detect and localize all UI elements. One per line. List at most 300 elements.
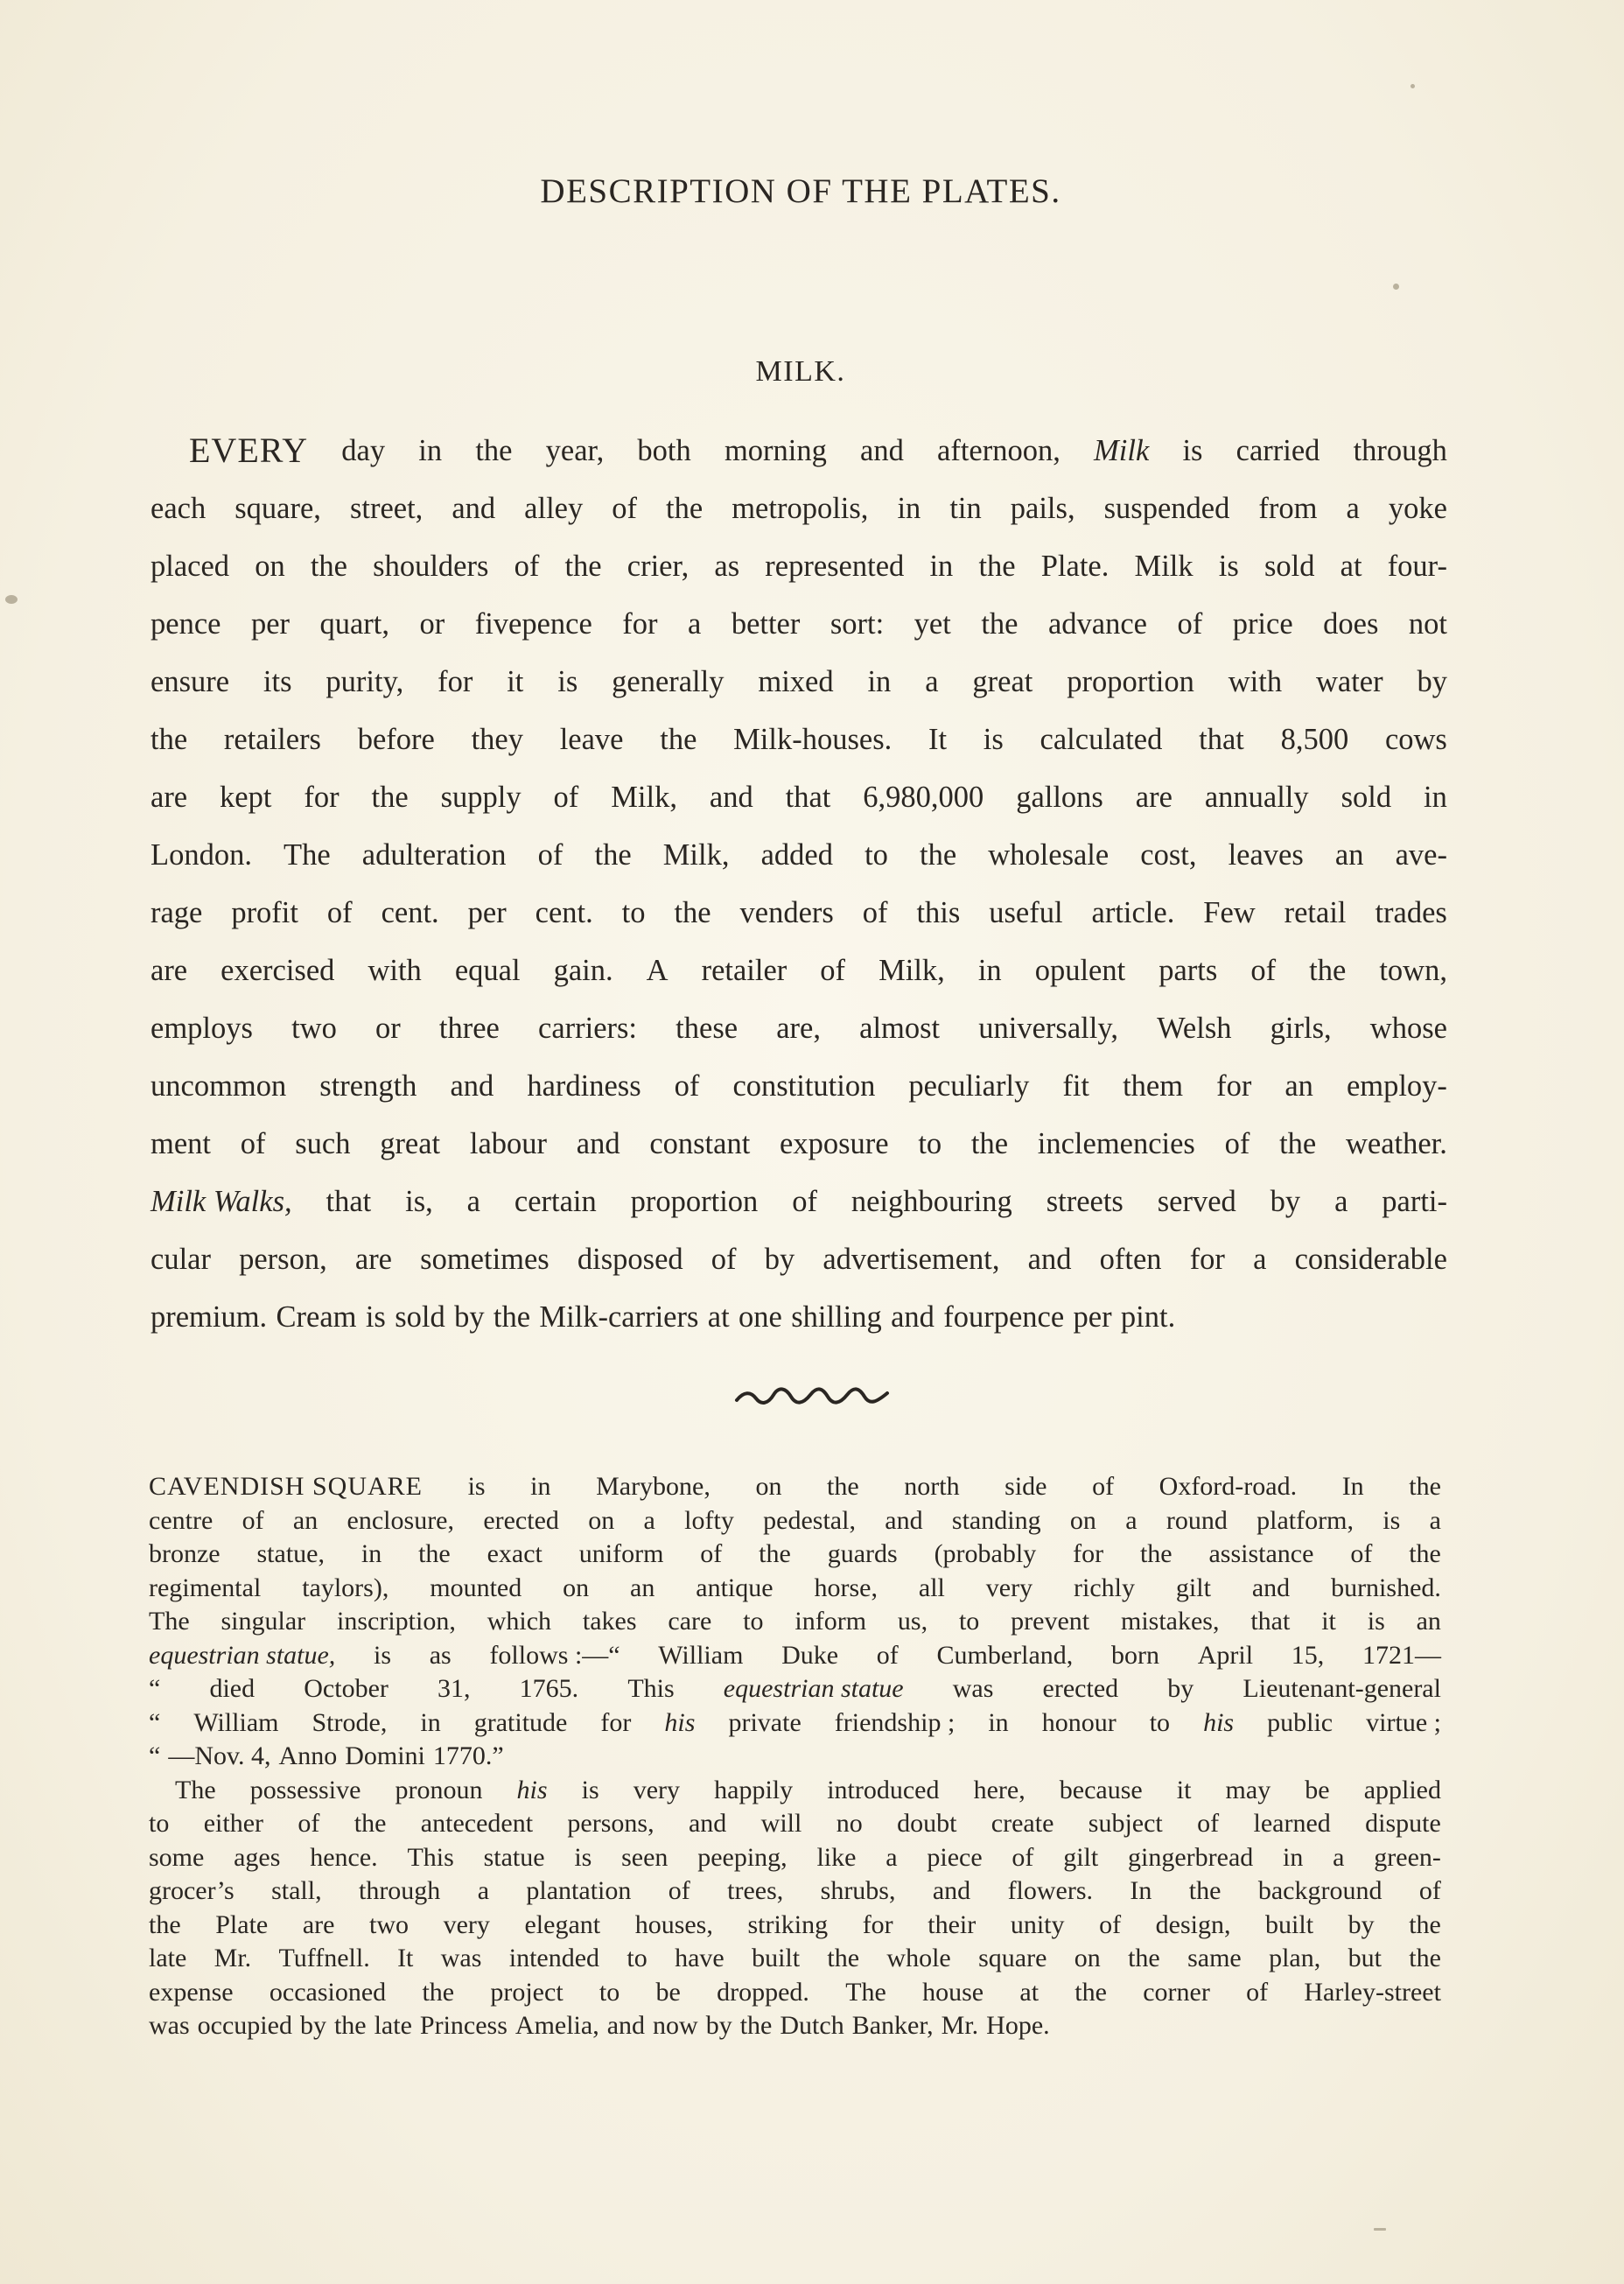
- word: and: [450, 1069, 494, 1103]
- word: of: [240, 1127, 266, 1160]
- word: girls,: [1270, 1012, 1332, 1045]
- text-line: [150, 1288, 1447, 1346]
- word: two: [291, 1012, 337, 1045]
- word: mixed: [758, 665, 834, 698]
- text-line: [150, 1230, 1447, 1288]
- word: of: [700, 1539, 723, 1568]
- word: parti-: [1382, 1185, 1447, 1218]
- word: by: [454, 1300, 485, 1334]
- word: the: [1279, 1127, 1317, 1160]
- word: of: [1177, 607, 1203, 641]
- word: sort:: [830, 607, 885, 641]
- word: the: [1409, 1909, 1441, 1939]
- word: and: [1027, 1243, 1072, 1276]
- word: price: [1232, 607, 1293, 641]
- word: built: [752, 1944, 801, 1972]
- word: 6,980,000: [863, 781, 984, 814]
- word: and: [891, 1300, 934, 1334]
- word: peculiarly: [908, 1069, 1030, 1103]
- word: per: [250, 607, 290, 641]
- word: 1765.: [519, 1674, 579, 1703]
- word: Dutch: [780, 2011, 844, 2040]
- word: hardiness: [527, 1069, 641, 1103]
- word: uniform: [578, 1539, 664, 1568]
- word: the: [475, 434, 513, 467]
- word: Anno: [278, 1741, 338, 1770]
- word: adulteration: [361, 838, 507, 872]
- word: that: [785, 781, 831, 814]
- word: cost,: [1140, 838, 1197, 872]
- text-line: [149, 1740, 1441, 1774]
- text-line: [149, 1672, 1441, 1706]
- word: employs: [150, 1012, 253, 1045]
- word: and: [885, 1505, 923, 1535]
- word: ensure: [150, 665, 230, 698]
- word: pence: [150, 607, 221, 641]
- word: a: [1429, 1505, 1441, 1535]
- word: Milk: [1094, 434, 1150, 467]
- word: In: [1341, 1472, 1364, 1501]
- word: late: [149, 1944, 187, 1972]
- word: cent.: [381, 896, 439, 929]
- word: in: [988, 1707, 1009, 1737]
- word: carried: [1236, 434, 1320, 467]
- text-line: [149, 1942, 1441, 1976]
- word: Milk,: [611, 781, 677, 814]
- word: The: [175, 1775, 216, 1804]
- word: Lieutenant-general: [1242, 1674, 1441, 1703]
- word: the: [666, 492, 704, 525]
- word: of: [1350, 1539, 1373, 1568]
- word: each: [150, 492, 206, 525]
- word: plan,: [1269, 1944, 1321, 1972]
- word: is: [574, 1842, 592, 1872]
- word: be: [655, 1977, 681, 2007]
- word: the: [1074, 1977, 1107, 2007]
- word: of: [1099, 1909, 1122, 1939]
- word: the: [827, 1944, 860, 1972]
- word: two: [369, 1909, 410, 1939]
- word: in: [929, 550, 954, 583]
- word: Welsh: [1157, 1012, 1232, 1045]
- word: on: [755, 1472, 782, 1501]
- text-line: [149, 1470, 1441, 1504]
- word: CAVENDISH SQUARE: [149, 1472, 423, 1501]
- word: a: [688, 607, 702, 641]
- word: is: [1218, 550, 1239, 583]
- word: great: [972, 665, 1033, 698]
- word: shoulders: [373, 550, 489, 583]
- word: of: [674, 1069, 700, 1103]
- word: water: [1315, 665, 1383, 698]
- word: of: [668, 1876, 690, 1905]
- word: the: [759, 1539, 791, 1568]
- word: regimental: [149, 1573, 262, 1602]
- word: of: [1012, 1842, 1034, 1872]
- word: expense: [149, 1977, 234, 2007]
- text-line: [149, 1909, 1441, 1943]
- word: to: [918, 1127, 942, 1160]
- word: not: [1408, 607, 1447, 641]
- word: enclosure,: [346, 1505, 454, 1535]
- word: house: [922, 1977, 984, 2007]
- word: Milk Walks,: [150, 1185, 292, 1218]
- word: and: [576, 1127, 620, 1160]
- word: year,: [545, 434, 605, 467]
- word: before: [357, 723, 435, 756]
- word: the: [333, 2011, 367, 2040]
- word: Mr.: [214, 1944, 252, 1972]
- word: town,: [1379, 954, 1447, 987]
- word: because: [1059, 1775, 1143, 1804]
- word: to: [743, 1607, 764, 1636]
- word: the: [827, 1472, 859, 1501]
- word: one: [738, 1300, 782, 1334]
- word: proportion: [630, 1185, 759, 1218]
- text-line: [150, 595, 1447, 653]
- text-line: [149, 1605, 1441, 1639]
- word: tin: [949, 492, 982, 525]
- word: and: [688, 1809, 727, 1838]
- word: of: [298, 1809, 320, 1838]
- word: background: [1257, 1876, 1382, 1905]
- word: gingerbread: [1128, 1842, 1254, 1872]
- word: of: [242, 1505, 264, 1535]
- word: the: [493, 1300, 531, 1334]
- word: private: [728, 1707, 802, 1737]
- word: in: [530, 1472, 551, 1501]
- word: of: [1246, 1977, 1269, 2007]
- word: of: [326, 896, 353, 929]
- cavendish-square-note: [149, 1470, 1441, 2043]
- word: prevent: [1011, 1607, 1090, 1636]
- word: which: [486, 1607, 552, 1636]
- word: fit: [1062, 1069, 1090, 1103]
- word: persons,: [567, 1809, 654, 1838]
- word: Milk: [1134, 550, 1194, 583]
- word: three: [438, 1012, 500, 1045]
- word: of: [1092, 1472, 1115, 1501]
- word: the: [594, 838, 632, 872]
- text-line: [149, 1504, 1441, 1538]
- word: a: [466, 1185, 480, 1218]
- word: opulent: [1034, 954, 1126, 987]
- word: ave-: [1395, 838, 1447, 872]
- word: erected: [483, 1505, 559, 1535]
- word: parts: [1158, 954, 1218, 987]
- word: leaves: [1228, 838, 1304, 872]
- word: is,: [405, 1185, 433, 1218]
- word: Amelia,: [514, 2011, 599, 2040]
- word: in: [1283, 1842, 1304, 1872]
- word: care: [668, 1607, 712, 1636]
- word: to: [149, 1809, 170, 1838]
- word: by: [764, 1243, 795, 1276]
- word: a: [925, 665, 939, 698]
- word: EVERY: [189, 431, 309, 470]
- word: an: [292, 1505, 318, 1535]
- milk-paragraph: [150, 422, 1447, 1346]
- word: intended: [508, 1944, 600, 1972]
- word: does: [1323, 607, 1379, 641]
- word: and: [709, 781, 753, 814]
- word: is: [374, 1640, 392, 1670]
- word: in: [897, 492, 921, 525]
- word: Marybone,: [596, 1472, 710, 1501]
- word: Tuffnell.: [278, 1944, 370, 1972]
- word: Cumberland,: [936, 1640, 1074, 1670]
- text-line: [150, 999, 1447, 1057]
- word: leave: [559, 723, 624, 756]
- word: project: [490, 1977, 564, 2007]
- word: some: [149, 1842, 205, 1872]
- word: the: [1139, 1539, 1172, 1568]
- word: annually: [1204, 781, 1309, 814]
- word: and: [606, 2011, 646, 2040]
- word: centre: [149, 1505, 214, 1535]
- word: green-: [1374, 1842, 1441, 1872]
- word: retailers: [223, 723, 321, 756]
- word: the: [418, 1539, 451, 1568]
- word: This: [407, 1842, 454, 1872]
- word: may: [1225, 1775, 1271, 1804]
- word: are: [302, 1909, 335, 1939]
- word: dropped.: [717, 1977, 809, 2007]
- text-line: [150, 942, 1447, 999]
- word: exercised: [220, 954, 335, 987]
- word: of: [710, 1243, 737, 1276]
- word: that: [1199, 723, 1244, 756]
- word: or: [419, 607, 445, 641]
- word: labour: [469, 1127, 548, 1160]
- word: supply: [440, 781, 522, 814]
- word: them: [1123, 1069, 1184, 1103]
- word: streets: [1046, 1185, 1124, 1218]
- text-line: [149, 1572, 1441, 1606]
- word: 8,500: [1280, 723, 1349, 756]
- word: subject: [1088, 1809, 1163, 1838]
- word: afternoon,: [937, 434, 1060, 467]
- word: by: [1417, 665, 1447, 698]
- word: great: [380, 1127, 441, 1160]
- word: the: [371, 781, 409, 814]
- text-line: [149, 1538, 1441, 1572]
- word: they: [471, 723, 523, 756]
- word: a: [1334, 1185, 1348, 1218]
- word: virtue ;: [1366, 1707, 1441, 1737]
- word: It: [397, 1944, 414, 1972]
- word: unity: [1010, 1909, 1065, 1939]
- word: Plate.: [1040, 550, 1110, 583]
- text-line: [150, 826, 1447, 884]
- word: advertisement,: [822, 1243, 1000, 1276]
- word: be: [1305, 1775, 1330, 1804]
- word: occasioned: [269, 1977, 387, 2007]
- word: born: [1111, 1640, 1160, 1670]
- word: it: [1176, 1775, 1192, 1804]
- word: Domini: [345, 1741, 425, 1770]
- word: hence.: [310, 1842, 378, 1872]
- word: peeping,: [697, 1842, 788, 1872]
- word: public: [1267, 1707, 1334, 1737]
- word: The: [845, 1977, 886, 2007]
- word: for: [622, 607, 658, 641]
- word: whole: [886, 1944, 951, 1972]
- word: an: [1284, 1069, 1313, 1103]
- word: the: [1188, 1876, 1222, 1905]
- word: statue: [483, 1842, 545, 1872]
- word: are: [1135, 781, 1172, 814]
- word: for: [438, 665, 473, 698]
- word: kept: [220, 781, 272, 814]
- word: singular: [220, 1607, 306, 1636]
- word: it: [507, 665, 524, 698]
- word: either: [203, 1809, 264, 1838]
- word: very: [633, 1775, 681, 1804]
- word: uncommon: [150, 1069, 287, 1103]
- word: equal: [454, 954, 521, 987]
- word: taylors),: [302, 1573, 389, 1602]
- word: striking: [747, 1909, 829, 1939]
- word: died: [209, 1674, 256, 1703]
- word: article.: [1091, 896, 1175, 929]
- word: retailer: [701, 954, 788, 987]
- word: and: [932, 1876, 971, 1905]
- paper-speck: [1374, 2228, 1386, 2231]
- word: occupied: [197, 2011, 292, 2040]
- word: his: [1203, 1707, 1235, 1737]
- word: equestrian statue: [723, 1674, 904, 1703]
- text-line: [149, 2009, 1441, 2043]
- word: represented: [765, 550, 905, 583]
- page-title: DESCRIPTION OF THE PLATES.: [540, 172, 1061, 210]
- word: added: [760, 838, 833, 872]
- word: at: [1019, 1977, 1040, 2007]
- word: Strode,: [312, 1707, 388, 1737]
- word: assistance: [1208, 1539, 1314, 1568]
- word: carriers:: [538, 1012, 638, 1045]
- word: served: [1157, 1185, 1236, 1218]
- word: shilling: [791, 1300, 882, 1334]
- word: wholesale: [988, 838, 1110, 872]
- paper-speck: [1410, 84, 1415, 88]
- word: houses,: [634, 1909, 713, 1939]
- word: gilt: [1063, 1842, 1099, 1872]
- word: seen: [621, 1842, 668, 1872]
- word: a: [1333, 1842, 1345, 1872]
- word: his: [664, 1707, 696, 1737]
- word: stall,: [271, 1876, 322, 1905]
- word: the: [981, 607, 1018, 641]
- word: with: [368, 954, 422, 987]
- word: a: [1346, 492, 1360, 525]
- word: cows: [1384, 723, 1447, 756]
- word: inform: [794, 1607, 867, 1636]
- word: pronoun: [395, 1775, 483, 1804]
- section-title-milk: MILK.: [755, 355, 846, 388]
- word: sold: [395, 1300, 445, 1334]
- word: antecedent: [420, 1809, 534, 1838]
- word: both: [637, 434, 691, 467]
- word: mistakes,: [1120, 1607, 1220, 1636]
- word: “: [149, 1674, 161, 1703]
- word: rage: [150, 896, 203, 929]
- word: four-: [1387, 550, 1447, 583]
- word: have: [675, 1944, 724, 1972]
- word: Hope.: [986, 2011, 1050, 2040]
- word: is: [1367, 1607, 1385, 1636]
- word: inscription,: [337, 1607, 456, 1636]
- word: by: [1270, 1185, 1301, 1218]
- word: built: [1265, 1909, 1314, 1939]
- word: the: [970, 1127, 1009, 1160]
- word: round: [1166, 1505, 1228, 1535]
- word: happily: [714, 1775, 794, 1804]
- word: purity,: [326, 665, 404, 698]
- word: the: [1309, 954, 1347, 987]
- word: a: [1125, 1505, 1138, 1535]
- word: statue,: [256, 1539, 325, 1568]
- word: strength: [319, 1069, 417, 1103]
- word: (probably: [934, 1539, 1037, 1568]
- text-line: [149, 1874, 1441, 1909]
- word: for: [1073, 1539, 1104, 1568]
- word: learned: [1253, 1809, 1331, 1838]
- word: by: [1348, 1909, 1375, 1939]
- word: to: [626, 1944, 648, 1972]
- word: square,: [234, 492, 321, 525]
- text-line: [150, 537, 1447, 595]
- word: on: [588, 1505, 615, 1535]
- word: weather.: [1345, 1127, 1447, 1160]
- word: his: [516, 1775, 548, 1804]
- word: trades: [1375, 896, 1447, 929]
- word: trees,: [727, 1876, 784, 1905]
- word: a: [477, 1876, 490, 1905]
- word: for: [862, 1909, 893, 1939]
- word: quart,: [319, 607, 389, 641]
- word: no: [836, 1809, 863, 1838]
- text-line: [150, 1057, 1447, 1115]
- word: of: [553, 781, 579, 814]
- word: often: [1099, 1243, 1162, 1276]
- word: as: [429, 1640, 452, 1670]
- word: Milk-houses.: [733, 723, 892, 756]
- word: introduced: [827, 1775, 940, 1804]
- word: here,: [973, 1775, 1026, 1804]
- word: universally,: [978, 1012, 1118, 1045]
- word: all: [918, 1573, 945, 1602]
- word: ages: [234, 1842, 281, 1872]
- word: Milk-carriers: [539, 1300, 699, 1334]
- word: plantation: [526, 1876, 632, 1905]
- word: in: [418, 434, 443, 467]
- word: at: [707, 1300, 730, 1334]
- text-line: [150, 480, 1447, 537]
- paper-speck: [5, 595, 18, 604]
- word: are,: [776, 1012, 821, 1045]
- word: gain.: [553, 954, 613, 987]
- word: in: [1424, 781, 1447, 814]
- word: sometimes: [420, 1243, 550, 1276]
- word: is: [557, 665, 578, 698]
- word: of: [537, 838, 564, 872]
- word: late: [374, 2011, 412, 2040]
- word: richly: [1074, 1573, 1135, 1602]
- word: the: [422, 1977, 455, 2007]
- word: is: [1382, 1505, 1401, 1535]
- word: The: [149, 1607, 190, 1636]
